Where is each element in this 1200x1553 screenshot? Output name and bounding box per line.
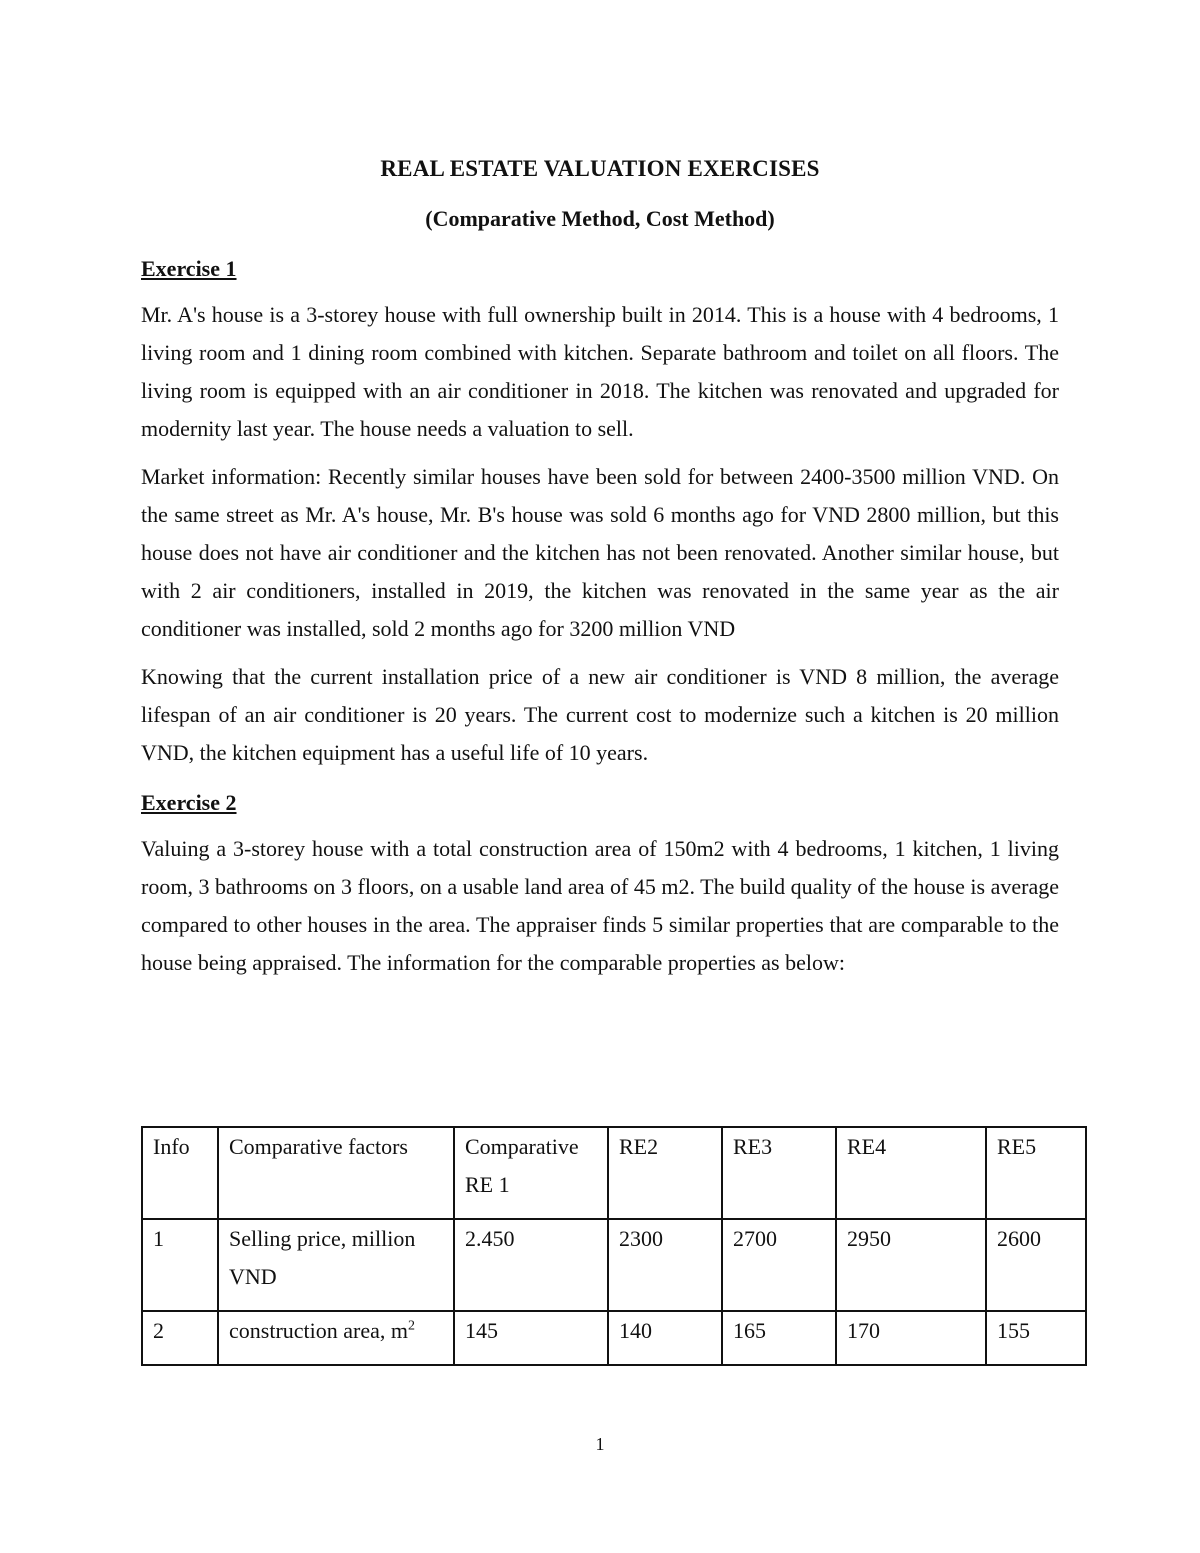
exercise-1-paragraph-3: Knowing that the current installation price of a new air conditioner is VND 8 million, the average lifespan of an air conditioner is 20 years. The current cost to modernize such a kitchen is 20 million VND, the kitchen equipment has a useful life of 10 years. bbox=[141, 664, 1059, 765]
page-number: 1 bbox=[595, 1434, 605, 1454]
exercise-1-paragraph-2: Market information: Recently similar houses have been sold for between 2400-3500 million VND. On the same street as Mr. A's house, Mr. B's house was sold 6 months ago for VND 2800 million, but this house does not have air conditioner and the kitchen has not been renovated. Another similar house, but with 2 air conditioners, installed in 2019, the kitchen was renovated in the same year as the air conditioner was installed, sold 2 months ago for 3200 million VND bbox=[141, 464, 1059, 641]
document-body bbox=[141, 150, 1059, 982]
comparable-properties-table bbox=[141, 1126, 1087, 1366]
table-cell bbox=[218, 1311, 454, 1365]
exercise-1-paragraph-1: Mr. A's house is a 3-storey house with full ownership built in 2014. This is a house with 4 bedrooms, 1 living room and 1 dining room combined with kitchen. Separate bathroom and toilet on all floors. The living room is equipped with an air conditioner in 2018. The kitchen was renovated and upgraded for modernity last year. The house needs a valuation to sell. bbox=[141, 302, 1059, 441]
table-header-cell: Comparative RE 1 bbox=[454, 1127, 608, 1219]
table-cell: 140 bbox=[608, 1311, 722, 1365]
table-cell: 2700 bbox=[722, 1219, 836, 1311]
table-row bbox=[142, 1219, 1086, 1311]
table-header-cell: Info bbox=[142, 1127, 218, 1219]
table-cell: 165 bbox=[722, 1311, 836, 1365]
table-cell: Selling price, million VND bbox=[218, 1219, 454, 1311]
table-header-cell: Comparative factors bbox=[218, 1127, 454, 1219]
table-row bbox=[142, 1311, 1086, 1365]
table-cell: 170 bbox=[836, 1311, 986, 1365]
superscript: 2 bbox=[408, 1318, 415, 1334]
exercise-2-paragraph-1: Valuing a 3-storey house with a total construction area of 150m2 with 4 bedrooms, 1 kitchen, 1 living room, 3 bathrooms on 3 floors, on a usable land area of 45 m2. The build quality of the house is average compared to other houses in the area. The appraiser finds 5 similar properties that are comparable to the house being appraised. The information for the comparable properties as below: bbox=[141, 836, 1059, 975]
table-cell: 155 bbox=[986, 1311, 1086, 1365]
table-cell: 145 bbox=[454, 1311, 608, 1365]
table-cell: 1 bbox=[142, 1219, 218, 1311]
table-header-cell: RE3 bbox=[722, 1127, 836, 1219]
table-header-cell: RE5 bbox=[986, 1127, 1086, 1219]
exercise-2-heading: Exercise 2 bbox=[141, 790, 237, 815]
document-title: REAL ESTATE VALUATION EXERCISES bbox=[380, 156, 820, 181]
table-cell: 2.450 bbox=[454, 1219, 608, 1311]
table-header-cell: RE2 bbox=[608, 1127, 722, 1219]
table-header-cell: RE4 bbox=[836, 1127, 986, 1219]
document-subtitle: (Comparative Method, Cost Method) bbox=[425, 206, 775, 231]
table-header-row bbox=[142, 1127, 1086, 1219]
table-cell: 2 bbox=[142, 1311, 218, 1365]
table-cell-text: construction area, m bbox=[229, 1318, 408, 1343]
table-cell: 2950 bbox=[836, 1219, 986, 1311]
table-cell: 2300 bbox=[608, 1219, 722, 1311]
exercise-1-heading: Exercise 1 bbox=[141, 256, 237, 281]
table-cell: 2600 bbox=[986, 1219, 1086, 1311]
